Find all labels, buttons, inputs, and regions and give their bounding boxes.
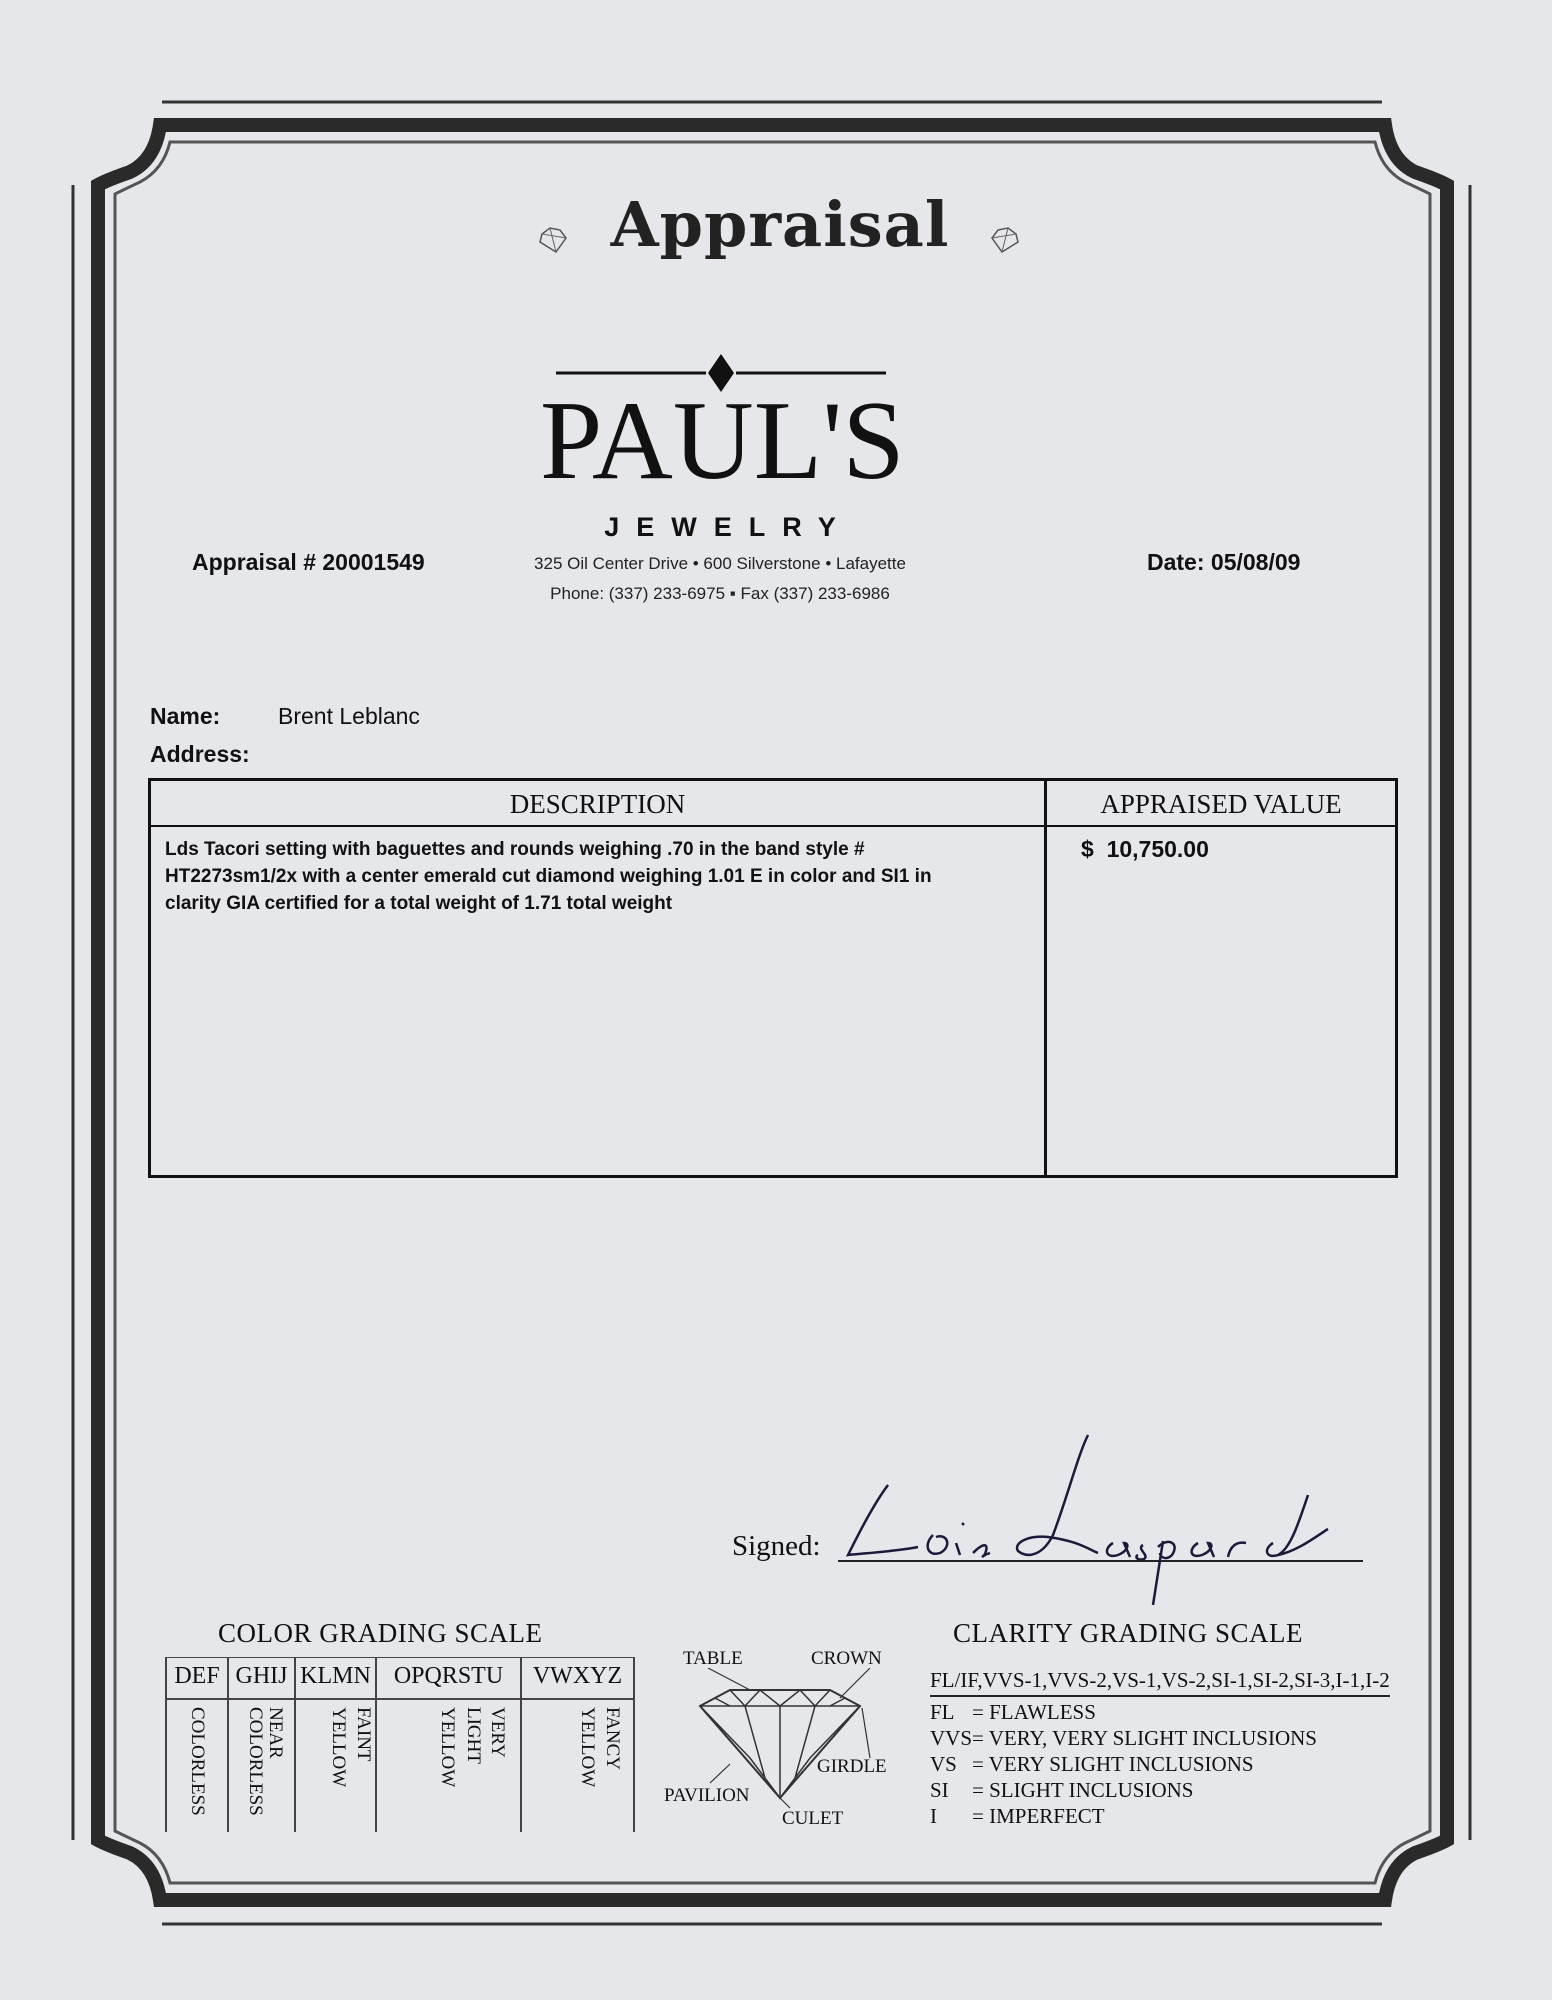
description-header: DESCRIPTION	[509, 789, 686, 819]
clarity-code: SI	[930, 1778, 949, 1802]
document-title: Appraisal	[610, 188, 950, 261]
diagram-label-pavilion: PAVILION	[664, 1785, 750, 1806]
clarity-code: VVS	[930, 1726, 973, 1750]
name-value: Brent Leblanc	[278, 703, 420, 729]
description-line: Lds Tacori setting with baguettes and rounds weighing .70 in the band style #	[165, 839, 865, 860]
diamond-cut-diagram-icon	[690, 1668, 890, 1818]
store-logo-subtitle: JEWELRY	[604, 512, 853, 542]
appraised-value: $ 10,750.00	[1081, 836, 1209, 862]
color-group-description: LIGHT	[463, 1707, 484, 1764]
store-phone: Phone: (337) 233-6975 ▪ Fax (337) 233-6986	[550, 584, 890, 603]
color-group-description: COLORLESS	[187, 1707, 208, 1816]
clarity-code: VS	[930, 1752, 957, 1776]
diagram-label-crown: CROWN	[811, 1648, 882, 1669]
color-scale-title: COLOR GRADING SCALE	[218, 1618, 543, 1648]
color-group-letters: OPQRSTU	[393, 1663, 504, 1689]
color-group-description: YELLOW	[577, 1707, 598, 1788]
description-line: clarity GIA certified for a total weight of 1.71 total weight	[165, 893, 673, 914]
color-group-description: YELLOW	[328, 1707, 349, 1788]
clarity-meaning: = FLAWLESS	[972, 1700, 1096, 1724]
store-address: 325 Oil Center Drive • 600 Silverstone • Lafayette	[534, 554, 906, 573]
color-group-description: YELLOW	[437, 1707, 458, 1788]
color-group-letters: DEF	[174, 1663, 220, 1689]
diagram-label-girdle: GIRDLE	[817, 1756, 887, 1777]
diagram-label-table: TABLE	[683, 1648, 743, 1669]
color-group-description: FAINT	[353, 1707, 374, 1762]
signed-label: Signed:	[732, 1530, 821, 1562]
color-group-description: VERY	[487, 1707, 508, 1758]
store-logo-name: PAUL'S	[540, 379, 905, 503]
clarity-meaning: = VERY SLIGHT INCLUSIONS	[972, 1752, 1254, 1776]
clarity-definition	[930, 1778, 1193, 1803]
appraised-value-header: APPRAISED VALUE	[1100, 789, 1342, 819]
clarity-scale-title: CLARITY GRADING SCALE	[953, 1618, 1303, 1648]
clarity-code: FL	[930, 1700, 955, 1724]
color-group-description: NEAR	[265, 1707, 286, 1759]
clarity-definition	[930, 1804, 1105, 1829]
clarity-definition	[930, 1752, 1254, 1777]
clarity-meaning: = SLIGHT INCLUSIONS	[972, 1778, 1194, 1802]
clarity-grades: FL/IF,VVS-1,VVS-2,VS-1,VS-2,SI-1,SI-2,SI-3,I-1,I-2	[930, 1668, 1390, 1697]
appraisal-table	[148, 778, 1398, 1178]
color-group-letters: KLMN	[300, 1663, 371, 1689]
diagram-label-culet: CULET	[782, 1808, 844, 1829]
item-description	[165, 836, 1025, 917]
description-line: HT2273sm1/2x with a center emerald cut diamond weighing 1.01 E in color and SI1 in	[165, 866, 932, 887]
color-group-letters: VWXYZ	[532, 1663, 623, 1689]
clarity-meaning: = IMPERFECT	[972, 1804, 1105, 1828]
appraisal-date: Date: 05/08/09	[1147, 549, 1301, 575]
name-label: Name:	[150, 703, 221, 729]
clarity-code: I	[930, 1804, 937, 1828]
signature-image	[838, 1425, 1378, 1605]
clarity-meaning: = VERY, VERY SLIGHT INCLUSIONS	[972, 1726, 1317, 1750]
color-group-description: FANCY	[602, 1707, 623, 1770]
diamond-ornament-right-icon	[986, 222, 1022, 258]
clarity-definition	[930, 1700, 1096, 1725]
appraisal-number: Appraisal # 20001549	[192, 549, 425, 575]
color-group-description: COLORLESS	[245, 1707, 266, 1816]
color-group-letters: GHIJ	[235, 1663, 288, 1689]
clarity-definition	[930, 1726, 1317, 1751]
address-label: Address:	[150, 741, 250, 767]
color-scale-table	[165, 1657, 635, 1832]
